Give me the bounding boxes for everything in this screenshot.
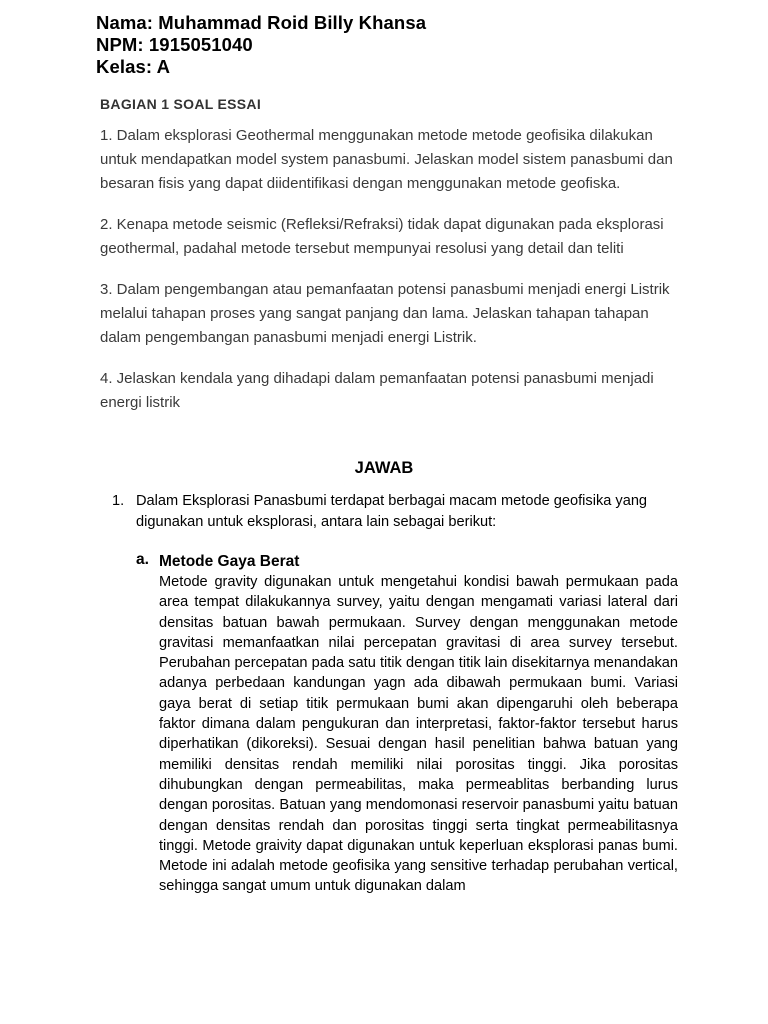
answer-heading: JAWAB <box>354 459 414 477</box>
student-class: Kelas: A <box>96 56 171 77</box>
student-npm: NPM: 1915051040 <box>96 34 253 55</box>
sub-letter: a. <box>136 551 149 568</box>
question-3: 3. Dalam pengembangan atau pemanfaatan potensi panasbumi menjadi energi Listrik melalui tahapan proses yang sangat panjang dan lama. Jelaskan tahapan tahapan dalam pengembangan panasbumi menjadi energi Listrik. <box>100 281 670 346</box>
answer-1-sub-a <box>136 551 678 897</box>
answer-1 <box>112 491 672 532</box>
essay-questions <box>100 96 680 432</box>
sub-body: Metode gravity digunakan untuk mengetahui kondisi bawah permukaan pada area tempat dilakukannya survey, yaitu dengan mengamati variasi lateral dari densitas batuan bawah permukaan. Survey dengan menggunakan metode gravitasi memanfaatkan nilai percepatan gravitasi di area survey tersebut. Perubahan percepatan pada satu titik dengan titik lain disekitarnya menandakan adanya perbedaan kandungan yagn ada dibawah permukaan bumi. Variasi gaya berat di setiap titik permukaan bumi akan dipengaruhi oleh beberapa faktor dimana dalam pengukuran dan interpretasi, faktor-faktor tersebut harus diperhatikan (dikoreksi). Sesuai dengan hasil penelitian bahwa batuan yang memiliki densitas rendah memiliki nilai porositas tinggi. Jika porositas dihubungkan dengan permeabilitas, maka permeablitas berbanding lurus dengan porositas. Batuan yang mendomonasi reservoir panasbumi yaitu batuan dengan densitas rendah dan porositas tinggi serta tingkat permeabilitasnya tinggi. Metode graivity dapat digunakan untuk keperluan eksplorasi panas bumi. Metode ini adalah metode geofisika yang sensitive terhadap perubahan vertical, sehingga sangat umum untuk digunakan dalam <box>159 574 678 895</box>
student-name: Nama: Muhammad Roid Billy Khansa <box>96 12 427 33</box>
question-2: 2. Kenapa metode seismic (Refleksi/Refraksi) tidak dapat digunakan pada eksplorasi geothermal, padahal metode tersebut mempunyai resolusi yang detail dan teliti <box>100 216 664 257</box>
question-4: 4. Jelaskan kendala yang dihadapi dalam pemanfaatan potensi panasbumi menjadi energi listrik <box>100 370 654 411</box>
answer-number: 1. <box>112 493 125 509</box>
student-header <box>96 12 426 78</box>
section-title: BAGIAN 1 SOAL ESSAI <box>100 96 262 112</box>
sub-title: Metode Gaya Berat <box>159 553 300 570</box>
answer-intro: Dalam Eksplorasi Panasbumi terdapat berbagai macam metode geofisika yang digunakan untuk eksplorasi, antara lain sebagai berikut: <box>136 493 648 530</box>
question-1: 1. Dalam eksplorasi Geothermal menggunakan metode metode geofisika dilakukan untuk mendapatkan model system panasbumi. Jelaskan model sistem panasbumi dan besaran fisis yang dapat diidentifikasi dengan menggunakan metode geofiska. <box>100 127 673 192</box>
